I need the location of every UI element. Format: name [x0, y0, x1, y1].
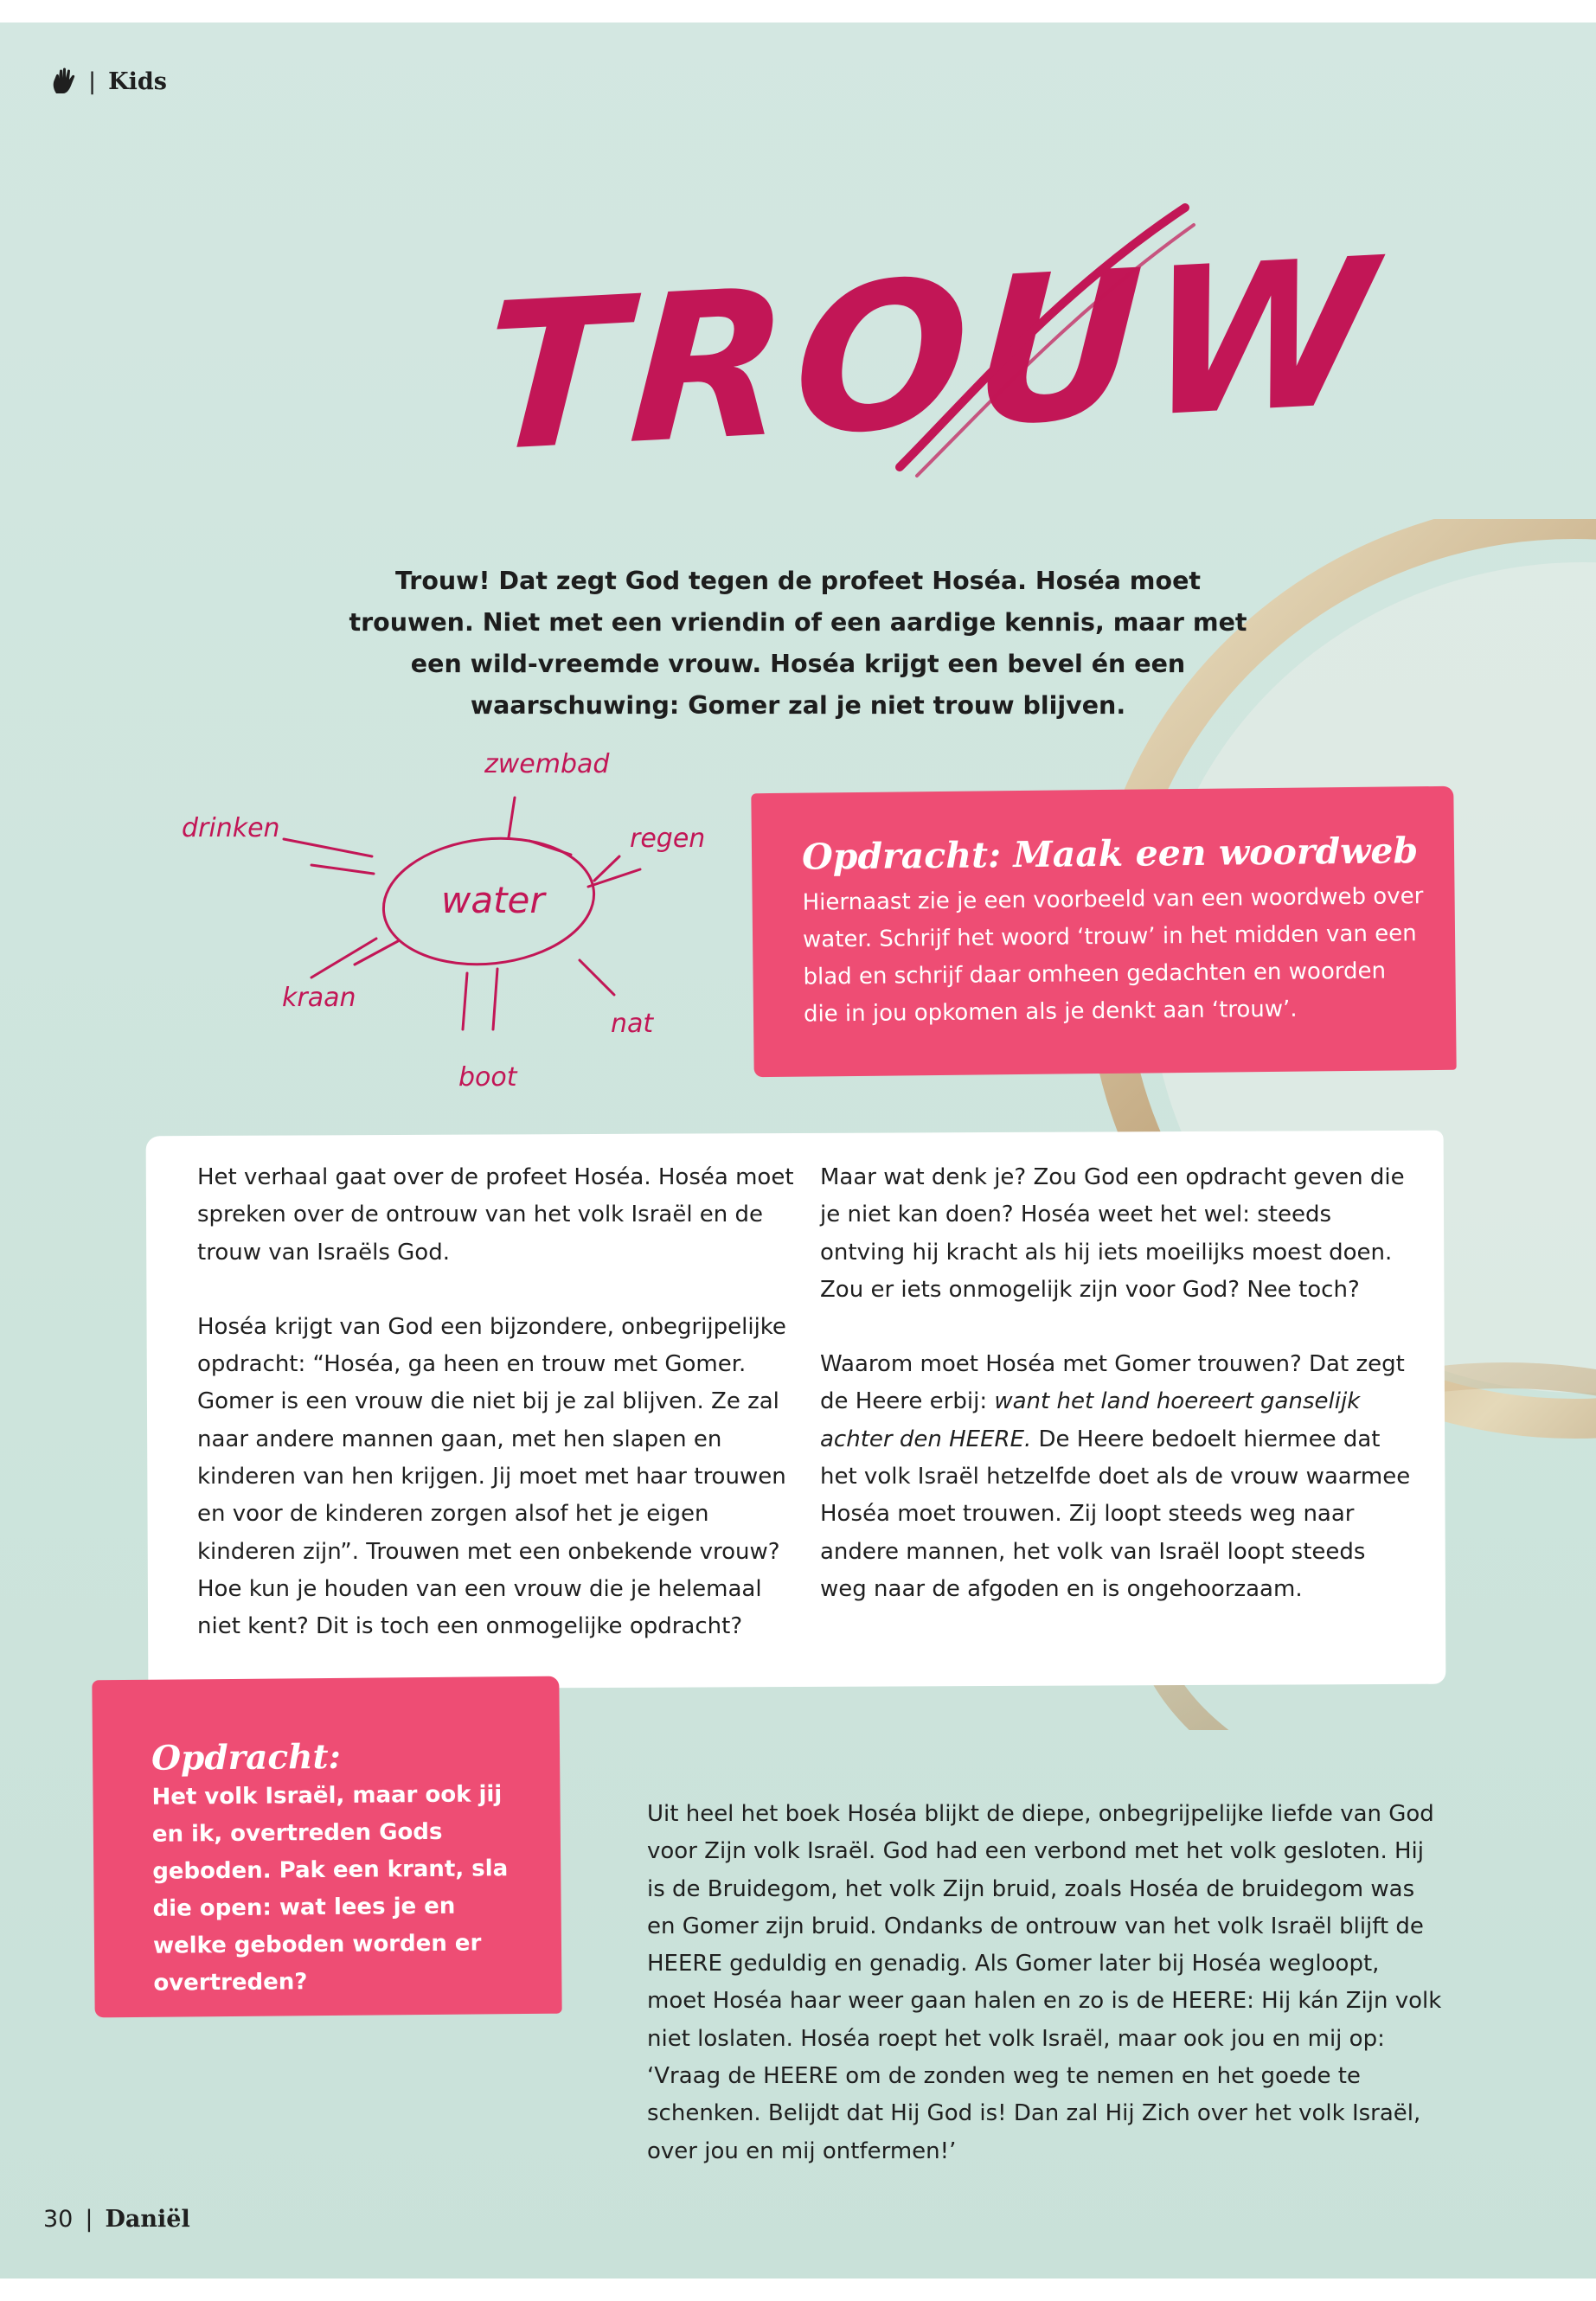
section-label: [50, 64, 167, 99]
story-paragraph: [820, 1346, 1417, 1608]
bottom-margin: [0, 2279, 1596, 2301]
task-box-commandments: [92, 1676, 561, 2018]
task1-body: Hiernaast zie je een voorbeeld van een woordweb over water. Schrijf het woord ‘trouw’ in het midden van een blad en schrijf daar omheen gedachten en woorden die in jou opkomen als je denkt aan ‘trouw’.: [802, 883, 1424, 1028]
task2-heading: Opdracht:: [151, 1736, 342, 1779]
hand-icon: [50, 67, 76, 95]
story-text: Waarom moet Hoséa met Gomer trouwen? Dat zegt de Heere erbij:: [820, 1351, 1405, 1415]
wordweb-center-word: water: [441, 879, 545, 921]
wordweb-lines: [173, 744, 727, 1107]
story-text: De Heere bedoelt hiermee dat het volk Israël hetzelfde doet als de vrouw waarmee Hoséa moet trouwen. Zij loopt steeds weg naar andere mannen, het volk van Israël loopt steeds weg naar de afgoden en is ongehoorzaam.: [820, 1426, 1411, 1602]
wordweb-word-boot: boot: [458, 1062, 517, 1093]
intro-text: Trouw! Dat zegt God tegen de profeet Hoséa. Hoséa moet trouwen. Niet met een vriendin of een aardige kennis, maar met een wild-vreemde vrouw. Hoséa krijgt een bevel én een waarschuwing: Gomer zal je niet trouw blijven.: [349, 567, 1247, 720]
task2-body: Het volk Israël, maar ook jij en ik, overtreden Gods geboden. Pak een krant, sla die open: wat lees je en welke geboden worden er overtreden?: [151, 1781, 509, 1997]
task1-heading: Opdracht: Maak een woordweb: [801, 830, 1419, 878]
wordweb-word-zwembad: zwembad: [484, 749, 610, 779]
scripture-quote: want het land hoereert ganselijk achter den HEERE.: [820, 1388, 1361, 1452]
title-brush-swoosh: [865, 190, 1211, 502]
story-paragraph: Hoséa krijgt van God een bijzondere, onbegrijpelijke opdracht: “Hoséa, ga heen en trouw met Gomer. Gomer is een vrouw die niet bij je zal blijven. Ze zal naar andere mannen gaan, met hen slapen en kinderen van hen krijgen. Jij moet met haar trouwen en voor de kinderen zorgen alsof het je eigen kinderen zijn”. Trouwen met een onbekende vrouw? Hoe kun je houden van een vrouw die je helemaal niet kent? Dit is toch een onmogelijke opdracht?: [197, 1313, 786, 1640]
page-footer: [43, 2202, 190, 2236]
magazine-name: Daniël: [105, 2205, 190, 2233]
story-paragraph: Het verhaal gaat over de profeet Hoséa. Hoséa moet spreken over de ontrouw van het volk Israël en de trouw van Israëls God.: [197, 1164, 794, 1266]
closing-text: Uit heel het boek Hoséa blijkt de diepe, onbegrijpelijke liefde van God voor Zijn volk Israël. God had een verbond met het volk gesloten. Hij is de Bruidegom, het volk Zijn bruid, zoals Hoséa de bruidegom was en Gomer zijn bruid. Ondanks de ontrouw van het volk Israël blijft de HEERE geduldig en genadig. Als Gomer later bij Hoséa wegloopt, moet Hoséa haar weer gaan halen en zo is de HEERE: Hij kán Zijn volk niet loslaten. Hoséa roept het volk Israël, maar ook jou en mij op: ‘Vraag de HEERE om de zonden weg te nemen en het goede te schenken. Belijdt dat Hij God is! Dan zal Hij Zich over het volk Israël, over jou en mij ontfermen!’: [647, 1801, 1442, 2164]
header-separator: |: [88, 67, 97, 95]
task-box-wordweb: [751, 786, 1456, 1077]
top-margin: [0, 0, 1596, 22]
section-name: Kids: [108, 67, 167, 95]
footer-separator: |: [85, 2205, 93, 2233]
wordweb-word-kraan: kraan: [282, 983, 356, 1013]
wordweb-word-nat: nat: [611, 1009, 654, 1039]
story-column-left: [197, 1159, 803, 1683]
story-paragraph: Maar wat denk je? Zou God een opdracht geven die je niet kan doen? Hoséa weet het wel: steeds ontving hij kracht als hij iets moeilijks moest doen. Zou er iets onmogelijk zijn voor God? Nee toch?: [820, 1164, 1405, 1303]
page-number: 30: [43, 2205, 74, 2233]
wordweb-word-drinken: drinken: [182, 813, 280, 843]
page-title: TROUW: [478, 215, 1387, 497]
story-column-right: [820, 1159, 1417, 1645]
wordweb-word-regen: regen: [630, 824, 706, 854]
